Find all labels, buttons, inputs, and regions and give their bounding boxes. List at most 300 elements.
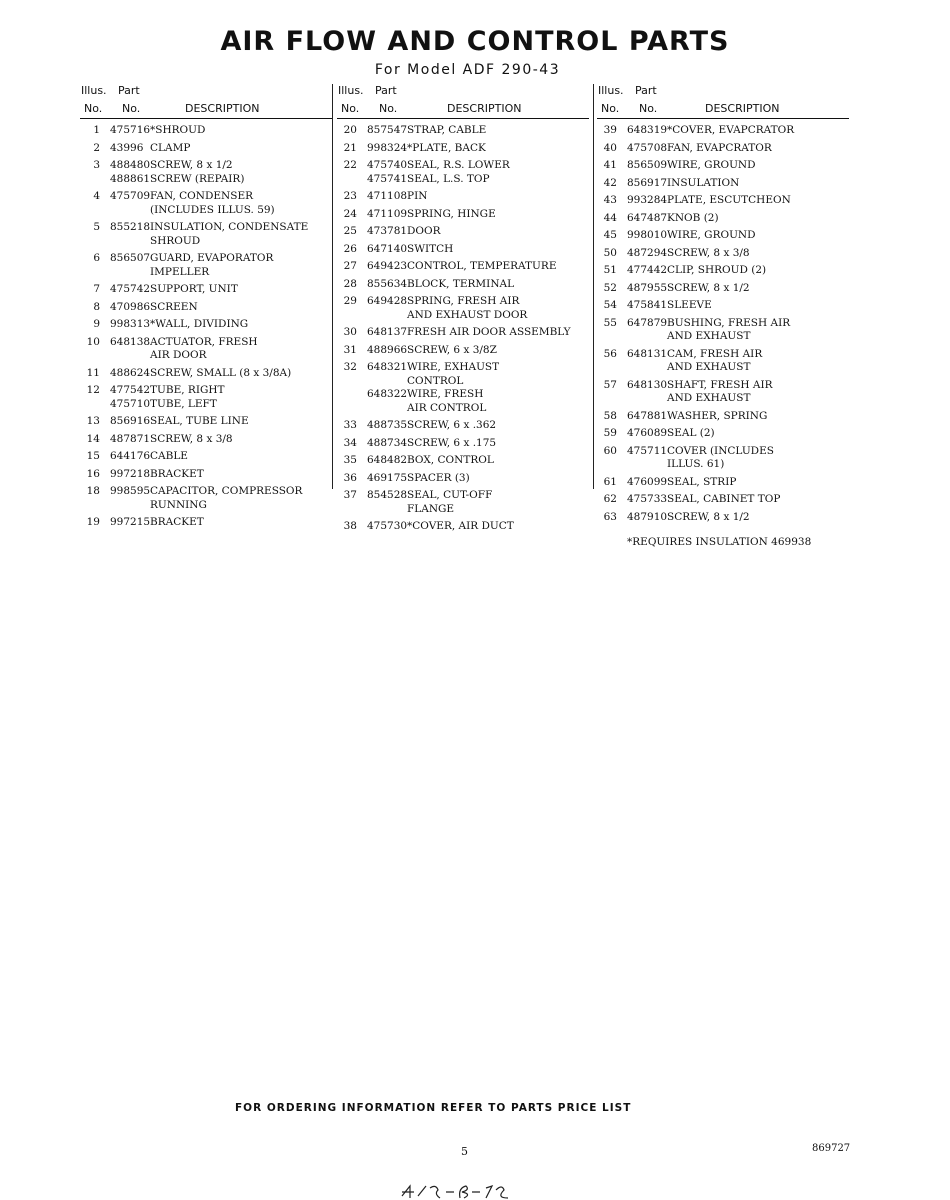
part-number: 471108 xyxy=(367,190,408,202)
part-number xyxy=(617,458,667,472)
part-description: WASHER, SPRING xyxy=(667,409,768,422)
part-row-continuation xyxy=(80,349,332,363)
illus-number: 44 xyxy=(603,211,617,224)
part-row xyxy=(80,301,332,315)
parts-column-1 xyxy=(80,84,332,530)
column-header xyxy=(337,84,589,118)
illus-number: 30 xyxy=(343,326,357,338)
part-description: FLANGE xyxy=(407,502,455,515)
part-description: FAN, EVAPCRATOR xyxy=(667,141,772,154)
part-number: 469175 xyxy=(367,471,408,484)
part-row xyxy=(80,384,332,398)
illus-number xyxy=(337,173,357,187)
part-row-continuation xyxy=(337,375,589,389)
illus-number: 20 xyxy=(343,124,357,136)
part-row xyxy=(80,433,332,447)
part-number: 477442 xyxy=(627,264,668,276)
illus-number: 19 xyxy=(86,516,100,528)
part-row xyxy=(80,398,332,412)
illus-number: 50 xyxy=(603,246,617,259)
part-description: SCREW (REPAIR) xyxy=(150,172,245,185)
part-row xyxy=(337,159,589,173)
illus-number: 16 xyxy=(86,467,100,480)
part-row xyxy=(80,283,332,297)
illus-number: 43 xyxy=(603,194,617,206)
part-row xyxy=(80,450,332,464)
part-row xyxy=(597,124,849,138)
illus-number: 52 xyxy=(603,281,617,294)
illus-number: 58 xyxy=(603,409,617,422)
part-number: 648319 xyxy=(627,124,668,136)
header-rule xyxy=(597,118,849,119)
illus-number xyxy=(597,458,617,472)
part-description: INSULATION, CONDENSATE xyxy=(150,221,309,233)
part-description: WIRE, GROUND xyxy=(667,159,756,171)
part-number: 647881 xyxy=(627,409,668,422)
part-row xyxy=(597,476,849,490)
part-number xyxy=(100,349,150,363)
part-number: 648137 xyxy=(367,326,408,338)
part-number: 648321 xyxy=(367,361,408,373)
illus-number: 9 xyxy=(93,318,100,330)
header-illus-no: No. xyxy=(341,102,360,115)
part-description: CONTROL xyxy=(407,374,464,387)
illus-number: 61 xyxy=(603,475,617,488)
part-description: CLAMP xyxy=(150,141,191,154)
part-row xyxy=(337,260,589,274)
illus-number: 60 xyxy=(603,444,617,457)
part-number: 475841 xyxy=(627,299,668,311)
illus-number: 1 xyxy=(93,124,100,136)
part-description: SEAL, TUBE LINE xyxy=(150,415,249,427)
header-part-no: No. xyxy=(122,102,141,115)
part-number: 43996 xyxy=(110,141,144,154)
part-description: CONTROL, TEMPERATURE xyxy=(407,260,557,272)
part-row xyxy=(80,336,332,350)
illus-number: 38 xyxy=(343,520,357,532)
part-description: SCREW, 6 x 3/8Z xyxy=(407,343,497,356)
illus-number: 10 xyxy=(86,335,100,348)
illus-number: 56 xyxy=(603,347,617,360)
part-number: 856917 xyxy=(627,176,668,189)
part-description: SCREW, 8 x 1/2 xyxy=(667,510,750,523)
part-number: 648482 xyxy=(367,454,408,466)
part-row xyxy=(337,243,589,257)
part-number: 470986 xyxy=(110,300,151,313)
part-row-continuation xyxy=(337,503,589,517)
illus-number: 33 xyxy=(343,419,357,431)
part-number: 473781 xyxy=(367,225,408,237)
part-row xyxy=(597,445,849,459)
part-description: WIRE, FRESH xyxy=(407,388,484,400)
part-number: 644176 xyxy=(110,450,151,462)
header-rule xyxy=(337,118,589,119)
part-number: 487294 xyxy=(627,246,668,259)
illus-number: 40 xyxy=(603,141,617,154)
part-description: SLEEVE xyxy=(667,299,712,311)
part-row xyxy=(597,282,849,296)
part-description: BRACKET xyxy=(150,516,204,528)
part-number: 998595 xyxy=(110,485,151,497)
illus-number: 5 xyxy=(93,221,100,233)
part-number: 488861 xyxy=(110,172,151,185)
part-description: *PLATE, BACK xyxy=(407,141,486,154)
column-header xyxy=(597,84,849,118)
part-number: 477542 xyxy=(110,384,151,396)
part-number: 488734 xyxy=(367,436,408,449)
part-description: DOOR xyxy=(407,225,441,237)
illus-number xyxy=(337,388,357,402)
illus-number: 23 xyxy=(343,190,357,202)
header-part: Part xyxy=(118,84,140,97)
part-description: INSULATION xyxy=(667,176,740,189)
part-row xyxy=(337,142,589,156)
illus-number: 14 xyxy=(86,432,100,445)
part-row xyxy=(597,317,849,331)
header-illus: Illus. xyxy=(598,84,624,97)
part-description: SCREW, 8 x 1/2 xyxy=(667,281,750,294)
part-description: SEAL, R.S. LOWER xyxy=(407,159,510,171)
page-number: 5 xyxy=(461,1145,468,1158)
part-description: SPRING, HINGE xyxy=(407,207,496,220)
illus-number: 35 xyxy=(343,454,357,466)
header-part-no: No. xyxy=(379,102,398,115)
part-description: GUARD, EVAPORATOR xyxy=(150,252,274,264)
part-description: SCREW, 8 x 3/8 xyxy=(150,432,233,445)
illus-number: 32 xyxy=(343,361,357,373)
illus-number: 37 xyxy=(343,489,357,501)
part-row xyxy=(597,299,849,313)
illus-number: 3 xyxy=(93,159,100,171)
part-number: 856509 xyxy=(627,159,668,171)
document-number: 869727 xyxy=(812,1143,851,1154)
part-row xyxy=(597,159,849,173)
column-divider xyxy=(332,84,333,489)
part-description: BUSHING, FRESH AIR xyxy=(667,316,791,329)
part-description: STRAP, CABLE xyxy=(407,124,487,136)
part-number: 998324 xyxy=(367,141,408,154)
part-row xyxy=(337,419,589,433)
part-number xyxy=(357,375,407,389)
part-description: CAM, FRESH AIR xyxy=(667,347,763,360)
part-description: CLIP, SHROUD (2) xyxy=(667,264,767,276)
part-row-continuation xyxy=(80,266,332,280)
illus-number: 25 xyxy=(343,225,357,237)
column-header xyxy=(80,84,332,118)
illus-number xyxy=(597,330,617,344)
part-description: SUPPORT, UNIT xyxy=(150,283,238,295)
header-part: Part xyxy=(375,84,397,97)
header-part: Part xyxy=(635,84,657,97)
part-number: 488480 xyxy=(110,159,151,171)
part-description: PIN xyxy=(407,190,428,202)
part-number: 649428 xyxy=(367,295,408,307)
part-number: 647487 xyxy=(627,211,668,224)
illus-number: 15 xyxy=(86,450,100,462)
part-number: 475742 xyxy=(110,283,151,295)
part-description: SCREW, 8 x 3/8 xyxy=(667,246,750,259)
part-row xyxy=(80,221,332,235)
part-row xyxy=(597,177,849,191)
part-row xyxy=(337,208,589,222)
illus-number: 26 xyxy=(343,242,357,255)
illus-number xyxy=(337,309,357,323)
part-number: 475716 xyxy=(110,124,151,136)
part-number xyxy=(357,503,407,517)
header-description: DESCRIPTION xyxy=(185,102,260,115)
illus-number: 36 xyxy=(343,471,357,484)
part-row xyxy=(597,511,849,525)
part-description: SEAL (2) xyxy=(667,427,715,439)
illus-number xyxy=(80,398,100,412)
parts-column-3 xyxy=(597,84,849,548)
illus-number: 63 xyxy=(603,510,617,523)
illus-number: 34 xyxy=(343,436,357,449)
illus-number: 59 xyxy=(603,427,617,439)
illus-number xyxy=(337,503,357,517)
part-row xyxy=(337,173,589,187)
part-row xyxy=(597,493,849,507)
illus-number: 27 xyxy=(343,260,357,272)
part-description: AIR DOOR xyxy=(150,349,207,361)
part-description: RUNNING xyxy=(150,498,207,511)
part-row xyxy=(337,454,589,468)
part-number: 488966 xyxy=(367,343,408,356)
part-number xyxy=(357,402,407,416)
parts-list xyxy=(337,124,589,534)
part-number: 475710 xyxy=(110,397,151,410)
part-row xyxy=(337,326,589,340)
part-row xyxy=(80,190,332,204)
part-row-continuation xyxy=(597,392,849,406)
part-row xyxy=(597,264,849,278)
part-row xyxy=(80,124,332,138)
part-description: BRACKET xyxy=(150,467,204,480)
part-row-continuation xyxy=(597,458,849,472)
header-description: DESCRIPTION xyxy=(447,102,522,115)
illus-number: 2 xyxy=(93,141,100,154)
part-number: 855218 xyxy=(110,221,151,233)
part-description: CAPACITOR, COMPRESSOR xyxy=(150,485,303,497)
part-number: 475741 xyxy=(367,172,408,185)
part-number xyxy=(100,266,150,280)
illus-number: 28 xyxy=(343,277,357,290)
part-row xyxy=(337,124,589,138)
illus-number: 51 xyxy=(603,264,617,276)
part-description: SCREW, SMALL (8 x 3/8A) xyxy=(150,366,292,379)
part-number: 856507 xyxy=(110,252,151,264)
header-part-no: No. xyxy=(639,102,658,115)
part-description: *WALL, DIVIDING xyxy=(150,318,249,330)
part-row xyxy=(337,278,589,292)
illus-number: 22 xyxy=(343,159,357,171)
illus-number xyxy=(80,349,100,363)
illus-number xyxy=(80,266,100,280)
illus-number: 54 xyxy=(603,299,617,311)
part-description: ACTUATOR, FRESH xyxy=(150,335,258,348)
illus-number: 11 xyxy=(86,366,100,379)
part-number xyxy=(617,392,667,406)
part-description: AND EXHAUST xyxy=(667,392,751,404)
part-row xyxy=(597,212,849,226)
part-description: SEAL, CUT-OFF xyxy=(407,489,493,501)
header-illus: Illus. xyxy=(81,84,107,97)
illus-number: 45 xyxy=(603,229,617,241)
part-number xyxy=(617,330,667,344)
part-number: 647879 xyxy=(627,316,668,329)
part-number: 648130 xyxy=(627,378,668,391)
ordering-info: FOR ORDERING INFORMATION REFER TO PARTS PRICE LIST xyxy=(235,1102,632,1114)
part-row-continuation xyxy=(337,402,589,416)
part-description: *COVER, AIR DUCT xyxy=(407,520,514,532)
header-illus-no: No. xyxy=(84,102,103,115)
part-number xyxy=(100,499,150,513)
part-description: FRESH AIR DOOR ASSEMBLY xyxy=(407,326,571,338)
part-number: 476099 xyxy=(627,475,668,488)
part-row xyxy=(337,437,589,451)
part-description: AIR CONTROL xyxy=(407,401,487,414)
part-row xyxy=(337,388,589,402)
part-row xyxy=(80,252,332,266)
part-number: 648138 xyxy=(110,335,151,348)
part-row xyxy=(337,225,589,239)
part-description: SHROUD xyxy=(150,234,201,247)
part-number: 475733 xyxy=(627,493,668,505)
part-number: 488624 xyxy=(110,366,151,379)
part-row xyxy=(597,229,849,243)
part-row xyxy=(597,379,849,393)
illus-number: 41 xyxy=(603,159,617,171)
part-description: PLATE, ESCUTCHEON xyxy=(667,194,791,206)
illus-number: 12 xyxy=(86,384,100,396)
part-row xyxy=(337,295,589,309)
part-description: CABLE xyxy=(150,450,188,462)
illus-number: 7 xyxy=(93,283,100,295)
part-description: TUBE, RIGHT xyxy=(150,384,225,396)
part-description: TUBE, LEFT xyxy=(150,397,217,410)
insulation-footnote: *REQUIRES INSULATION 469938 xyxy=(627,536,812,548)
illus-number xyxy=(597,392,617,406)
part-row xyxy=(80,367,332,381)
part-description: AND EXHAUST xyxy=(667,330,751,342)
illus-number: 24 xyxy=(343,207,357,220)
part-description: SCREW, 8 x 1/2 xyxy=(150,159,233,171)
illus-number: 6 xyxy=(93,252,100,264)
part-row xyxy=(80,415,332,429)
illus-number: 4 xyxy=(93,190,100,202)
part-row xyxy=(80,142,332,156)
part-row xyxy=(80,159,332,173)
part-number xyxy=(100,204,150,218)
part-row xyxy=(80,173,332,187)
part-description: AND EXHAUST DOOR xyxy=(407,308,528,321)
part-description: *SHROUD xyxy=(150,124,206,136)
illus-number: 29 xyxy=(343,295,357,307)
part-number xyxy=(357,309,407,323)
part-description: AND EXHAUST xyxy=(667,361,751,373)
part-number: 998313 xyxy=(110,318,151,330)
illus-number: 21 xyxy=(343,141,357,154)
part-number: 475711 xyxy=(627,444,668,457)
parts-list xyxy=(80,124,332,530)
part-description: COVER (INCLUDES xyxy=(667,444,774,457)
parts-column-2 xyxy=(337,84,589,534)
part-number: 648131 xyxy=(627,347,668,360)
part-row xyxy=(80,318,332,332)
parts-list xyxy=(597,124,849,524)
part-row xyxy=(597,194,849,208)
part-number: 857547 xyxy=(367,124,408,136)
part-number: 487955 xyxy=(627,281,668,294)
part-description: SCREW, 6 x .175 xyxy=(407,436,497,449)
part-number: 648322 xyxy=(367,388,408,400)
part-number: 475740 xyxy=(367,159,408,171)
illus-number: 13 xyxy=(86,415,100,427)
illus-number xyxy=(80,173,100,187)
part-row xyxy=(597,247,849,261)
part-description: IMPELLER xyxy=(150,265,210,278)
part-description: SWITCH xyxy=(407,242,454,255)
header-description: DESCRIPTION xyxy=(705,102,780,115)
part-row xyxy=(337,361,589,375)
illus-number: 39 xyxy=(603,124,617,136)
part-description: FAN, CONDENSER xyxy=(150,190,254,202)
part-number: 998010 xyxy=(627,229,668,241)
handwritten-annotation xyxy=(400,1182,540,1200)
illus-number: 31 xyxy=(343,343,357,356)
part-row xyxy=(597,427,849,441)
part-number: 487871 xyxy=(110,432,151,445)
part-row xyxy=(80,516,332,530)
part-row-continuation xyxy=(597,361,849,375)
header-rule xyxy=(80,118,332,119)
part-number: 487910 xyxy=(627,510,668,523)
illus-number: 55 xyxy=(603,316,617,329)
illus-number xyxy=(337,402,357,416)
part-row-continuation xyxy=(80,499,332,513)
header-illus-no: No. xyxy=(601,102,620,115)
illus-number: 18 xyxy=(86,485,100,497)
part-row xyxy=(80,468,332,482)
part-description: SCREEN xyxy=(150,300,198,313)
illus-number: 57 xyxy=(603,378,617,391)
part-description: SEAL, STRIP xyxy=(667,475,737,488)
part-number: 475730 xyxy=(367,520,408,532)
part-number xyxy=(100,235,150,249)
part-number: 854528 xyxy=(367,489,408,501)
part-description: BLOCK, TERMINAL xyxy=(407,277,515,290)
part-description: SPACER (3) xyxy=(407,471,470,484)
part-description: SCREW, 6 x .362 xyxy=(407,419,497,431)
part-description: BOX, CONTROL xyxy=(407,454,494,466)
model-subtitle: For Model ADF 290-43 xyxy=(374,62,561,78)
page-title: AIR FLOW AND CONTROL PARTS xyxy=(220,26,730,57)
header-illus: Illus. xyxy=(338,84,364,97)
part-row-continuation xyxy=(80,235,332,249)
part-description: WIRE, GROUND xyxy=(667,229,756,241)
illus-number xyxy=(80,499,100,513)
part-number: 993284 xyxy=(627,194,668,206)
part-row-continuation xyxy=(80,204,332,218)
part-number: 475709 xyxy=(110,190,151,202)
part-description: (INCLUDES ILLUS. 59) xyxy=(150,203,275,216)
part-row xyxy=(337,489,589,503)
illus-number xyxy=(337,375,357,389)
part-row-continuation xyxy=(337,309,589,323)
part-row xyxy=(80,485,332,499)
illus-number xyxy=(80,235,100,249)
part-description: ILLUS. 61) xyxy=(667,458,725,470)
